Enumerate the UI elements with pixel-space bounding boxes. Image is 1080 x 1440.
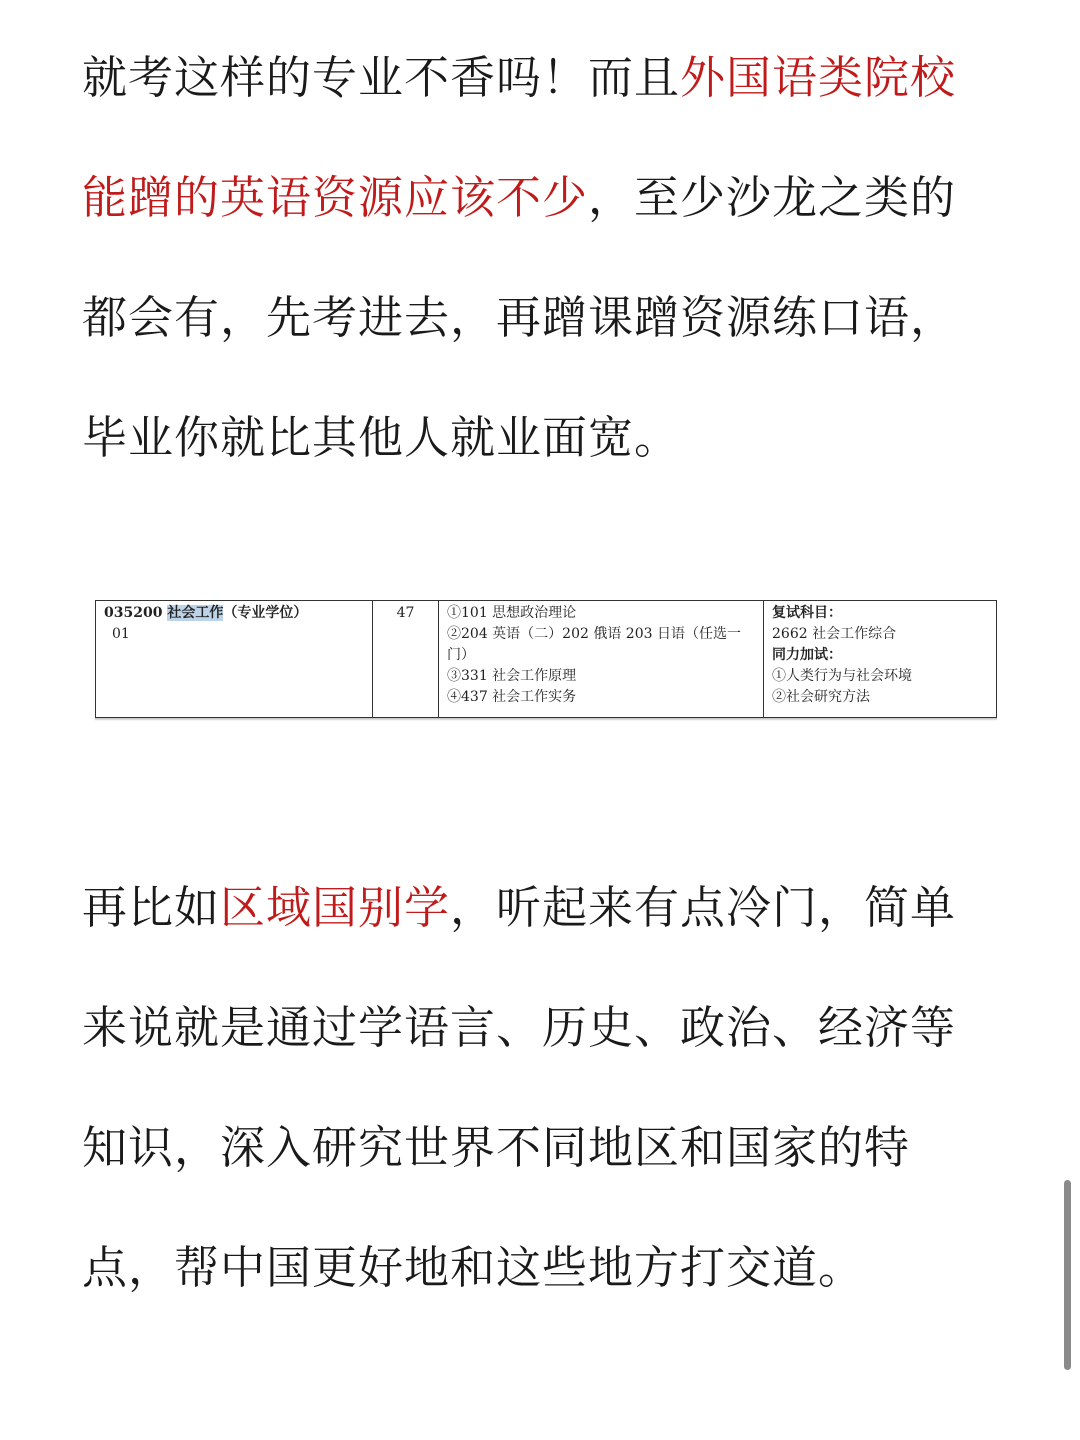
equivalent-exam-1: ①人类行为与社会环境 <box>772 668 912 684</box>
major-code: 035200 <box>104 605 163 621</box>
equivalent-exam-2: ②社会研究方法 <box>772 689 870 705</box>
table-edge-shadow <box>95 718 997 721</box>
retest-subject: 2662 社会工作综合 <box>772 626 897 642</box>
para2-line-1 <box>82 848 1002 968</box>
para1-line1-text: 就考这样的专业不香吗！而且 <box>82 51 681 104</box>
major-name: 社会工作 <box>167 605 224 621</box>
exam-subject-2: ②204 英语（二）202 俄语 203 日语（任选一 <box>447 626 741 642</box>
para1-highlight-foreign-language-schools: 外国语类院校 <box>680 51 957 104</box>
table-retest-cell <box>763 601 996 717</box>
table-exam-subjects-cell <box>438 601 763 717</box>
admission-table-image <box>95 600 997 718</box>
paragraph-2 <box>82 848 1002 1328</box>
retest-label: 复试科目： <box>772 605 842 621</box>
enrollment-count: 47 <box>396 605 415 621</box>
table-count-cell <box>372 601 438 717</box>
exam-subject-2-cont: 门） <box>447 647 475 663</box>
exam-subject-4: ④437 社会工作实务 <box>447 689 577 705</box>
para2-line-4: 点，帮中国更好地和这些地方打交道。 <box>82 1241 865 1294</box>
equivalent-exam-label: 同力加试： <box>772 647 842 663</box>
para1-line-1 <box>82 18 1002 138</box>
exam-subject-3: ③331 社会工作原理 <box>447 668 577 684</box>
para1-line-4: 毕业你就比其他人就业面宽。 <box>82 411 681 464</box>
para1-line-3: 都会有，先考进去，再蹭课蹭资源练口语， <box>82 291 957 344</box>
para2-line1-text-b: ，听起来有点冷门，简单 <box>450 881 957 934</box>
major-degree-type: （专业学位） <box>223 605 308 621</box>
para2-line-3: 知识，深入研究世界不同地区和国家的特 <box>82 1121 911 1174</box>
major-row <box>104 603 366 624</box>
paragraph-1 <box>82 18 1002 498</box>
para1-line-2 <box>82 138 1002 258</box>
exam-subject-1: ①101 思想政治理论 <box>447 605 577 621</box>
para1-line2-text: ，至少沙龙之类的 <box>588 171 957 224</box>
para2-line1-text-a: 再比如 <box>82 881 221 934</box>
para1-highlight-english-resources: 能蹭的英语资源应该不少 <box>82 171 589 224</box>
vertical-scrollbar[interactable] <box>1064 1180 1071 1370</box>
table-major-cell <box>96 601 372 717</box>
research-direction: 01 <box>112 626 130 642</box>
para2-highlight-regional-studies: 区域国别学 <box>220 881 451 934</box>
para2-line-2: 来说就是通过学语言、历史、政治、经济等 <box>82 1001 957 1054</box>
